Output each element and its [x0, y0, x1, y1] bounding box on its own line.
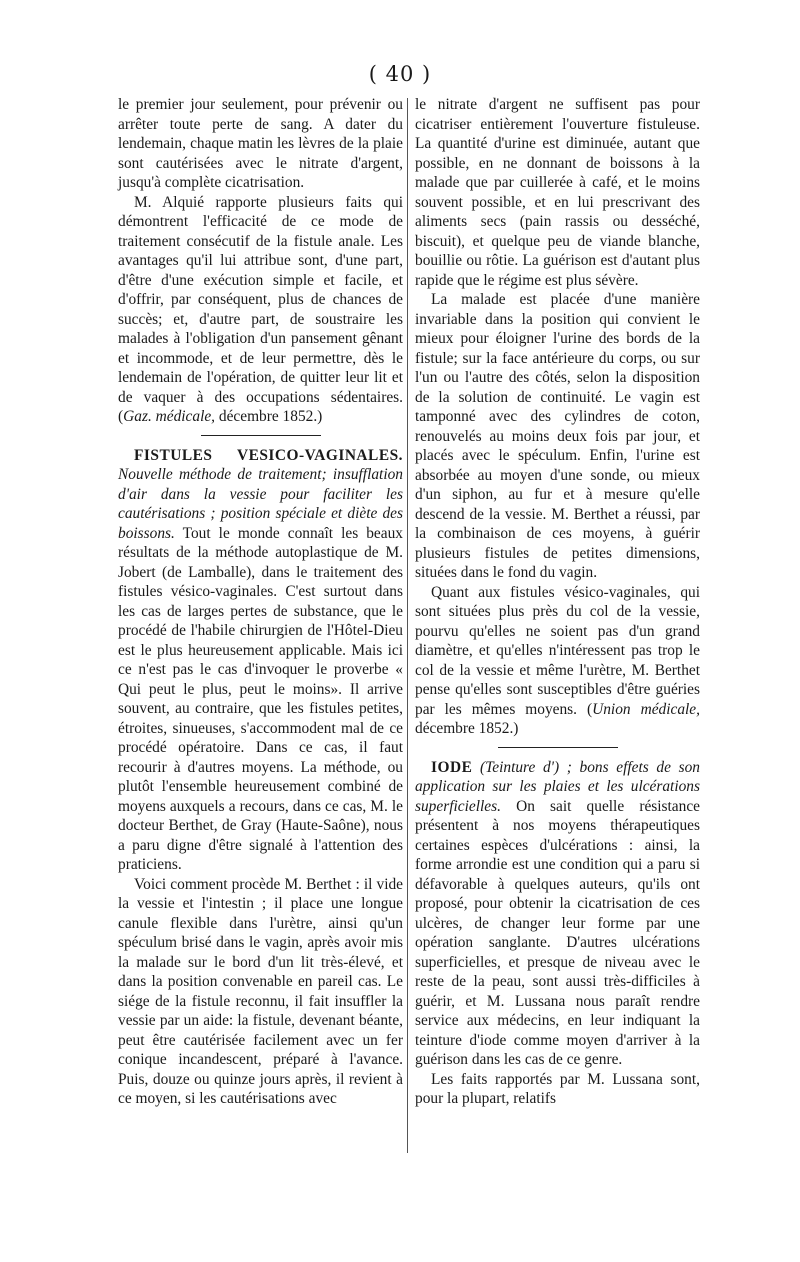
paragraph-procedure: Voici comment procède M. Berthet : il vide la vessie et l'intestin ; il place une longue canule flexible dans l'urètre, ainsi qu'un spéculum brisé dans le vagin, après avoir mis la malade sur le bord d'un lit très-élevé, et dans la position convenable en pareil cas. Le siége de la fistule reconnu, il fait insuffler la vessie par un aide: la fistule, devenant béante, peut être cautérisée facilement avec un fer conique incandescent, préparé à l'avance. Puis, douze ou quinze jours après, il revient à ce moyen, si les cautérisations avec [118, 875, 403, 1107]
right-column [415, 95, 700, 1109]
left-column [118, 95, 403, 1109]
paragraph: le premier jour seulement, pour prévenir ou arrêter toute perte de sang. A dater du lendemain, chaque matin les lèvres de la plaie sont cautérisées avec le nitrate d'argent, jusqu'à complète cicatrisation. [118, 96, 403, 191]
citation: Union médicale, [592, 700, 700, 718]
paragraph-text: M. Alquié rapporte plusieurs faits qui démontrent l'efficacité de ce mode de traitement consécutif de la fistule anale. Les avantages qu'il lui attribue sont, d'une part, d'être d'une exécution simple et facile, et d'offrir, par conséquent, plus de chances de succès; et, d'autre part, de soustraire les malades à l'obligation d'un pansement gênant et incommode, et de leur permettre, dès le lendemain de l'opération, de quitter leur lit et de vaquer à des occupations sédentaires. ( [118, 193, 403, 425]
section-heading: IODE [431, 758, 473, 776]
column-divider [407, 98, 408, 1153]
citation-date: décembre 1852.) [215, 408, 323, 425]
section-iode [415, 758, 700, 1070]
citation-date: décembre 1852.) [415, 720, 519, 737]
paragraph-text: Quant aux fistules vésico-vaginales, qui sont situées plus près du col de la vessie, pourvu qu'elles ne soient pas d'un grand diamètre, et qu'elles n'intéressent pas trop le col de la vessie et même l'urètre, M. Berthet pense qu'elles sont susceptibles d'être guéries par les mêmes moyens. ( [415, 583, 700, 718]
citation: Gaz. médicale, [123, 408, 216, 425]
page-number: ( 40 ) [368, 62, 432, 86]
section-subtitle: Nouvelle méthode de traitement; insufflation d'air dans la vessie pour faciliter les cautérisations ; position spéciale et diète des boissons. [118, 466, 403, 542]
paragraph-alquie [118, 193, 403, 427]
section-subtitle: (Teinture d') ; bons effets de son application sur les plaies et les ulcérations superficielles. [415, 758, 700, 815]
paragraph-lussana: Les faits rapportés par M. Lussana sont, pour la plupart, relatifs [415, 1070, 700, 1107]
section-divider [201, 435, 321, 436]
paragraph-position: La malade est placée d'une manière invariable dans la position qui convient le mieux pour éloigner l'urine des bords de la fistule; sur la face antérieure du corps, ou sur l'un ou l'autre des côtés, selon la disposition de la solution de continuité. Le vagin est tamponné avec des cylindres de coton, renouvelés au moins deux fois par jour, et placés avec le spéculum. Enfin, l'urine est absorbée au moyen d'une sonde, ou mieux d'un siphon, au fur et à mesure qu'elle descend de la vessie. M. Berthet a réussi, par la combinaison de ces moyens, à guérir plusieurs fistules de petites dimensions, situées dans le fond du vagin. [415, 291, 700, 581]
section-text: Tout le monde connaît les beaux résultats de la méthode autoplastique de M. Jobert (de Lamballe), dans le traitement des fistules vésico-vaginales. C'est surtout dans les cas de larges pertes de substance, que le procédé de l'habile chirurgien de l'Hôtel-Dieu est le plus heureusement applicable. Mais ici ce n'est pas le cas d'invoquer le proverbe « Qui peut le plus, peut le moins». Il arrive souvent, au contraire, que les fistules petites, étroites, sinueuses, s'accommodent mal de ce procédé opératoire. Dans ce cas, il faut recourir à d'autres moyens. La méthode, ou plutôt l'ensemble heureusement combiné de moyens auxquels a recours, dans ce cas, M. le docteur Berthet, de Gray (Haute-Saône), nous a paru digne d'être signalé à l'attention des praticiens. [118, 524, 403, 873]
paragraph: le nitrate d'argent ne suffisent pas pour cicatriser entièrement l'ouverture fistuleuse. La quantité d'urine est diminuée, autant que possible, en ne donnant de boissons à la malade que par cuillerée à café, et le moins souvent possible, et en lui prescrivant des aliments secs (pain rassis ou desséché, biscuit), et quelque peu de viande blanche, bouillie ou rôtie. La guérison est d'autant plus rapide que le régime est plus sévère. [415, 96, 700, 289]
section-text: On sait quelle résistance présentent à nos moyens thérapeutiques certaines espèces d'ulcérations : ainsi, la forme arrondie est une condition qui a paru si défavorable à quelques auteurs, qu'ils ont proposé, pour obtenir la cicatrisation de ces ulcères, de changer leur forme par une opération sanglante. D'autres ulcérations superficielles, et presque de niveau avec le reste de la peau, sont aussi très-difficiles à guérir, et M. Lussana nous paraît rendre service aux médecins, en leur indiquant la teinture d'iode comme moyen d'arriver à la guérison dans les cas de ce genre. [415, 797, 700, 1068]
section-fistules [118, 446, 403, 875]
section-heading: FISTULES VESICO-VAGINALES. [134, 446, 403, 464]
section-divider [498, 747, 618, 748]
paragraph-quant [415, 583, 700, 739]
